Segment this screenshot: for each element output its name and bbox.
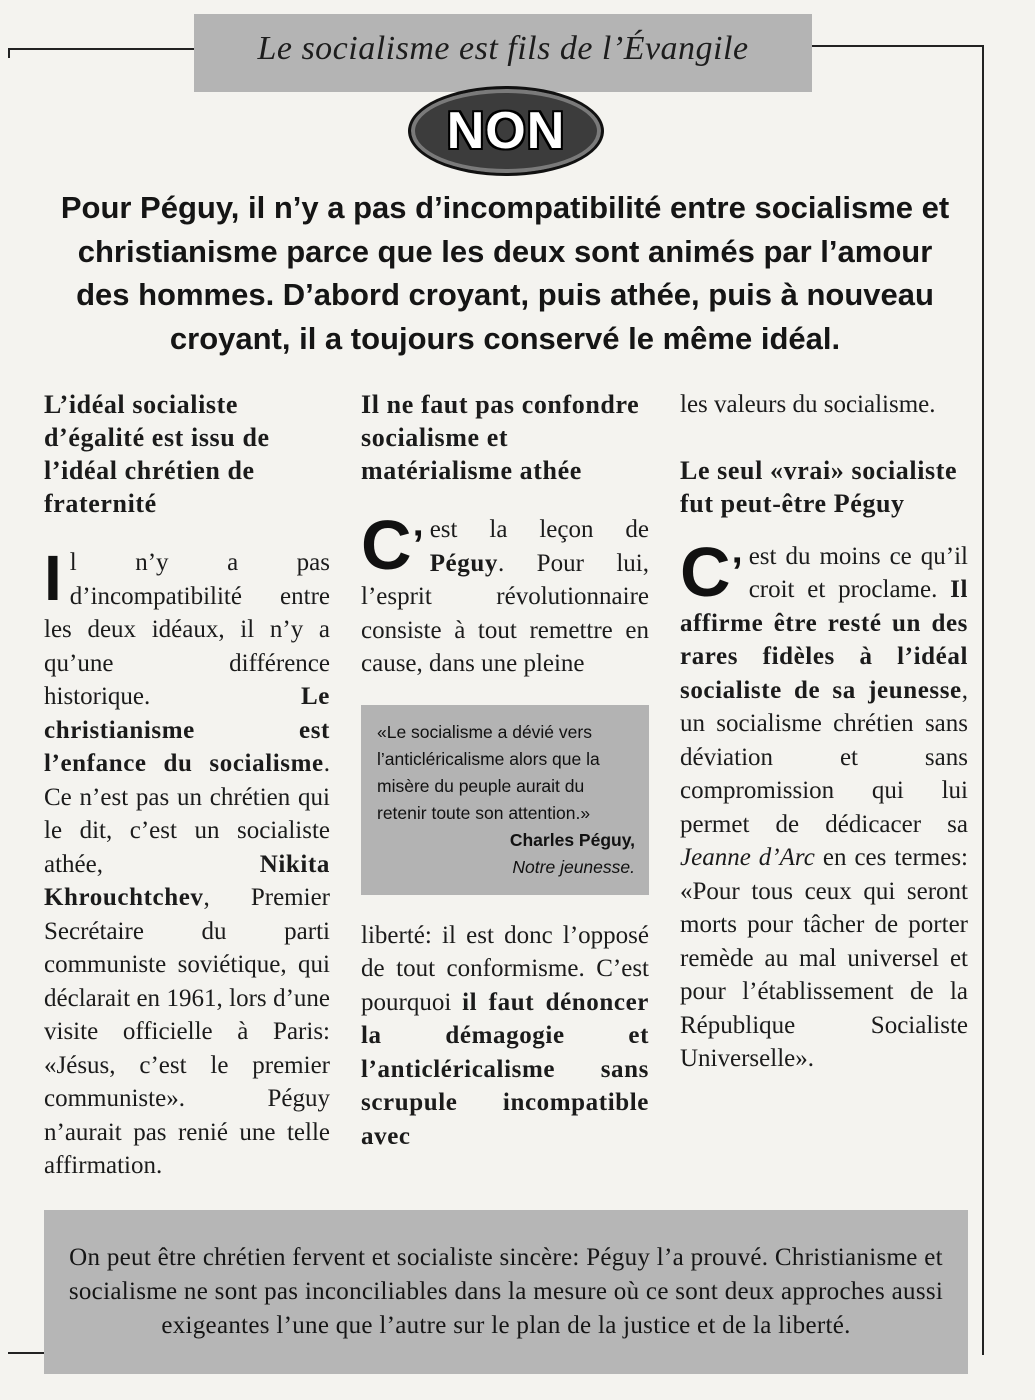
title-banner [194, 14, 812, 92]
column-3-continuation: les valeurs du socialisme. [680, 391, 936, 418]
column-3 [680, 388, 968, 1076]
column-2 [361, 388, 649, 1153]
pull-quote [361, 705, 649, 895]
frame-line-bottom-left [8, 1352, 46, 1354]
column-2-heading: Il ne faut pas confondre socialisme et matérialisme athée [361, 390, 640, 485]
pull-quote-source: Notre jeunesse. [512, 856, 635, 877]
column-1-body: Il n’y a pas d’incompatibilité entre les deux idéaux, il n’y a qu’une différence historique. Le christianisme est l’enfance du socialisme. Ce n’est pas un chrétien qui le dit, c’est un socialiste athée, Nikita Khrouchtchev, Premier Secrétaire du parti communiste soviétique, qui déclarait en 1961, lors d’une visite officielle à Paris: «Jésus, c’est le premier communiste». Péguy n’aurait pas renié une telle affirmation. [44, 542, 330, 1179]
frame-line-top-left [8, 48, 198, 50]
dropcap: C’ [361, 506, 424, 584]
column-1-heading: L’idéal socialiste d’égalité est issu de l’idéal chrétien de fraternité [44, 390, 270, 518]
column-3-body: C’ est du moins ce qu’il croit et proclame. Il affirme être resté un des rares fidèles à l’idéal socialiste de sa jeunesse, un socialisme chrétien sans déviation et sans compromission qui lui permet de dédicacer sa Jeanne d’Arc en ces termes: «Pour tous ceux qui seront morts pour tâcher de porter remède au mal universel et pour l’établissement de la République Socialiste Universelle». [680, 532, 968, 1072]
frame-line-top-right [812, 45, 984, 47]
pull-quote-text: «Le socialisme a dévié vers l’anticléricalisme alors que la misère du peuple aurait du retenir toute son attention.» [377, 721, 600, 823]
frame-line-right [982, 45, 984, 1355]
lead-paragraph: Pour Péguy, il n’y a pas d’incompatibilité entre socialisme et christianisme parce que les deux sont animés par l’amour des hommes. D’abord croyant, puis athée, puis à nouveau croyant, il a toujours conservé le même idéal. [60, 190, 950, 356]
non-badge [408, 86, 604, 176]
column-2-body-bottom: liberté: il est donc l’opposé de tout conformisme. C’est pourquoi il faut dénoncer la démagogie et l’anticléricalisme sans scrupule incompatible avec [361, 921, 649, 1150]
column-3-heading: Le seul «vrai» socialiste fut peut-être Péguy [680, 455, 958, 518]
pull-quote-author: Charles Péguy, [509, 829, 635, 850]
dropcap: I [44, 542, 62, 614]
non-badge-label: NON [446, 102, 566, 160]
conclusion-box [44, 1210, 968, 1374]
dropcap: C’ [680, 532, 743, 611]
frame-line-left [8, 48, 10, 58]
conclusion-text: On peut être chrétien fervent et socialiste sincère: Péguy l’a prouvé. Christianisme et socialisme ne sont pas inconciliables dans la mesure où ce sont deux approches aussi exigeantes l’une que l’autre sur le plan de la justice et de la liberté. [68, 1244, 944, 1339]
column-1 [44, 388, 330, 1183]
column-2-body-top: C’ est la leçon de Péguy. Pour lui, l’esprit révolutionnaire consiste à tout remettre en cause, dans une pleine [361, 506, 649, 677]
page-title: Le socialisme est fils de l’Évangile [257, 30, 749, 67]
